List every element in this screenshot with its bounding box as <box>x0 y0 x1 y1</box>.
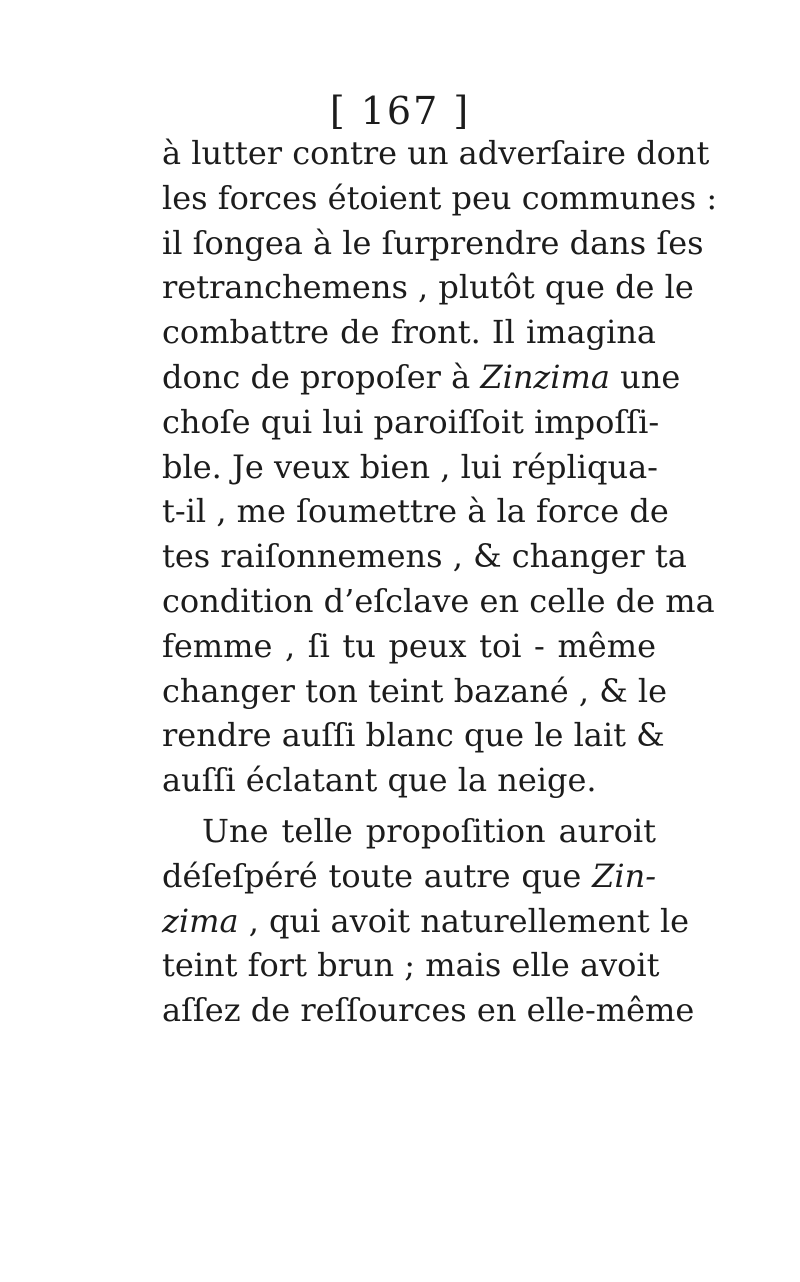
character-name: zima <box>162 901 239 940</box>
text-line: à lutter contre un adverſaire dont <box>162 134 710 172</box>
text-line: ble. Je veux bien , lui répliqua- <box>162 447 658 486</box>
text-line: tes raiſonnemens , & changer ta <box>162 537 687 576</box>
text-run: déſeſpéré toute autre que <box>162 856 593 895</box>
text-line: changer ton teint bazané , & le <box>162 671 668 710</box>
text-line: condition d’eſclave en celle de ma <box>162 581 715 620</box>
paragraph-start-line: Une telle propoſition auroit <box>202 811 656 850</box>
character-name: Zinzima <box>480 357 610 396</box>
paragraph-end-line: auſſi éclatant que la neige. <box>162 761 597 800</box>
text-line: t-il , me ſoumettre à la force de <box>162 492 669 531</box>
text-line: il ſongea à le ſurprendre dans ſes <box>162 223 704 262</box>
text-line: aſſez de reſſources en elle-même <box>162 991 695 1030</box>
text-run: donc de propoſer à <box>162 357 481 396</box>
text-line: rendre auſſi blanc que le lait & <box>162 716 665 755</box>
page-number: [ 167 ] <box>329 89 471 133</box>
text-line <box>162 854 656 899</box>
text-line: femme , ſi tu peux toi - même <box>162 626 656 665</box>
character-name: Zin- <box>592 856 656 895</box>
text-line <box>162 355 681 400</box>
body-text <box>162 131 718 1033</box>
text-line: combattre de front. Il imagina <box>162 313 656 352</box>
text-line: choſe qui lui paroiſſoit impoſſi- <box>162 402 660 441</box>
text-line: teint fort brun ; mais elle avoit <box>162 946 660 985</box>
text-line: les forces étoient peu communes : <box>162 178 718 217</box>
text-line: retranchemens , plutôt que de le <box>162 268 694 307</box>
text-line <box>162 899 690 944</box>
text-run: , qui avoit naturellement le <box>238 901 690 940</box>
text-run: une <box>609 357 681 396</box>
